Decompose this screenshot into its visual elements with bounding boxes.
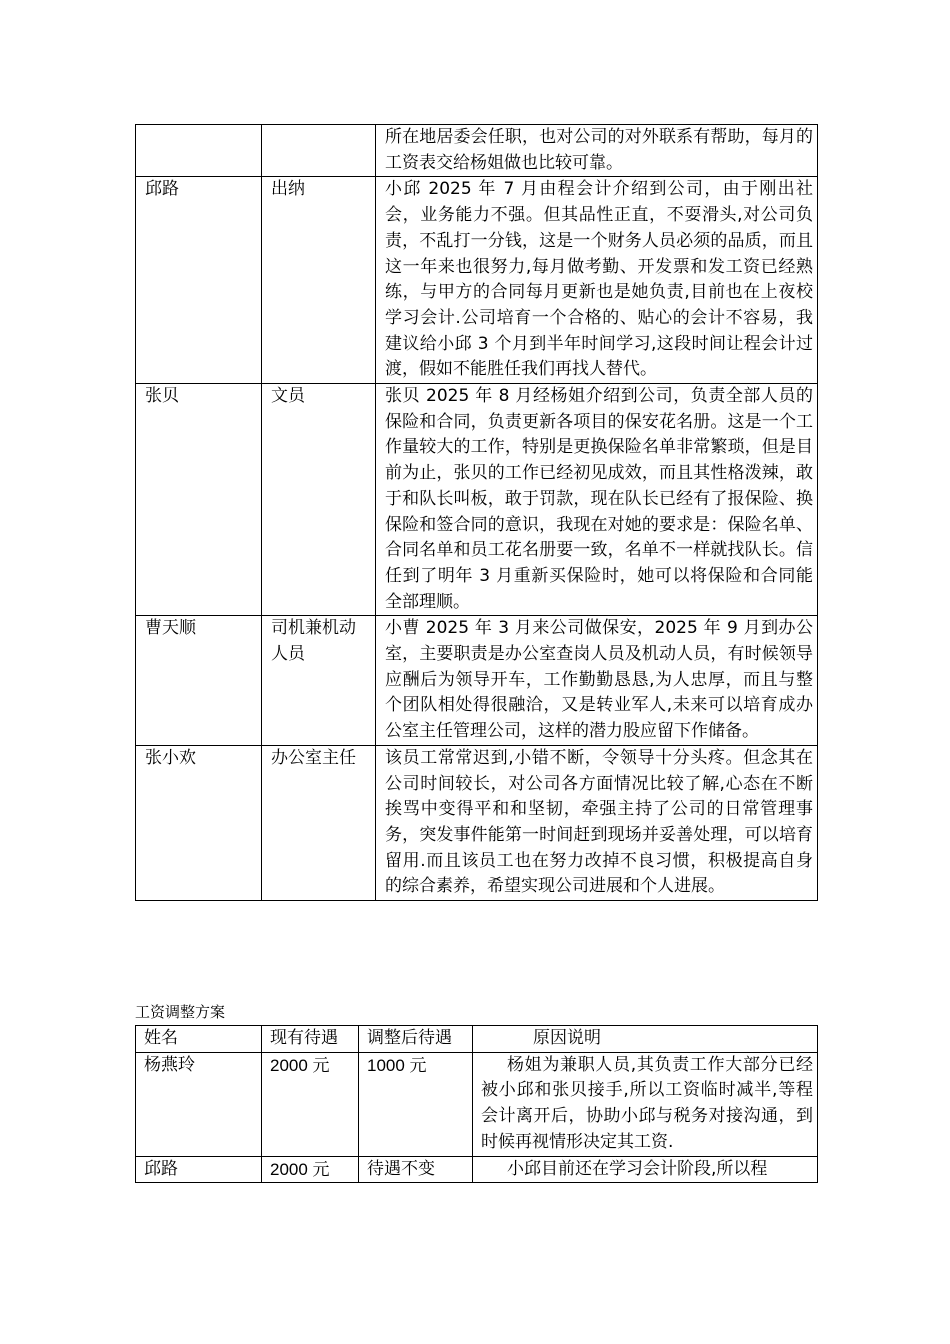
- table-row: [136, 1052, 818, 1156]
- adjusted-pay-cell: 1000 元: [359, 1052, 473, 1156]
- staff-name-cell: 邱路: [136, 177, 262, 384]
- staff-comment-cell: 所在地居委会任职，也对公司的对外联系有帮助，每月的工资表交给杨姐做也比较可靠。: [376, 125, 818, 177]
- salary-section-caption: 工资调整方案: [135, 1003, 226, 1021]
- staff-comment-cell: 小邱 2025 年 7 月由程会计介绍到公司，由于刚出社会，业务能力不强。但其品性正直，不耍滑头,对公司负责，不乱打一分钱，这是一个财务人员必须的品质，而且这一年来也很努力,每月做考勤、开发票和发工资已经熟练，与甲方的合同每月更新也是她负责,目前也在上夜校学习会计.公司培育一个合格的、贴心的会计不容易，我建议给小邱 3 个月到半年时间学习,这段时间让程会计过渡，假如不能胜任我们再找人替代。: [376, 177, 818, 384]
- header-current-pay: 现有待遇: [262, 1026, 359, 1053]
- staff-position-cell: 文员: [262, 384, 376, 616]
- staff-name-cell: 曹天顺: [136, 616, 262, 746]
- table-row: [136, 616, 818, 746]
- reason-cell: 杨姐为兼职人员,其负责工作大部分已经被小邱和张贝接手,所以工资临时减半,等程会计离开后，协助小邱与税务对接沟通，到时候再视情形决定其工资.: [473, 1052, 818, 1156]
- staff-name-cell: [136, 125, 262, 177]
- reason-cell: 小邱目前还在学习会计阶段,所以程: [473, 1156, 818, 1183]
- staff-name-cell: 张小欢: [136, 745, 262, 900]
- staff-comment-cell: 该员工常常迟到,小错不断，令领导十分头疼。但念其在公司时间较长，对公司各方面情况比较了解,心态在不断挨骂中变得平和和坚韧，牵强主持了公司的日常管理事务，突发事件能第一时间赶到现场并妥善处理，可以培育留用.而且该员工也在努力改掉不良习惯，积极提高自身的综合素养，希望实现公司进展和个人进展。: [376, 745, 818, 900]
- table-row: [136, 177, 818, 384]
- current-pay-cell: 2000 元: [262, 1052, 359, 1156]
- table-row: [136, 745, 818, 900]
- header-name: 姓名: [136, 1026, 262, 1053]
- staff-position-cell: 司机兼机动人员: [262, 616, 376, 746]
- table-header-row: [136, 1026, 818, 1053]
- salary-name-cell: 杨燕玲: [136, 1052, 262, 1156]
- staff-comment-cell: 张贝 2025 年 8 月经杨姐介绍到公司，负责全部人员的保险和合同，负责更新各项目的保安花名册。这是一个工作量较大的工作，特别是更换保险名单非常繁琐，但是目前为止，张贝的工作已经初见成效，而且其性格泼辣，敢于和队长叫板，敢于罚款，现在队长已经有了报保险、换保险和签合同的意识，我现在对她的要求是：保险名单、合同名单和员工花名册要一致，名单不一样就找队长。信任到了明年 3 月重新买保险时，她可以将保险和合同能全部理顺。: [376, 384, 818, 616]
- salary-adjustment-table: [135, 1025, 818, 1183]
- table-row: [136, 125, 818, 177]
- staff-position-cell: 出纳: [262, 177, 376, 384]
- salary-name-cell: 邱路: [136, 1156, 262, 1183]
- table-row: [136, 1156, 818, 1183]
- staff-name-cell: 张贝: [136, 384, 262, 616]
- adjusted-pay-cell: 待遇不变: [359, 1156, 473, 1183]
- staff-position-cell: [262, 125, 376, 177]
- staff-comment-cell: 小曹 2025 年 3 月来公司做保安，2025 年 9 月到办公室，主要职责是办公室查岗人员及机动人员，有时候领导应酬后为领导开车，工作勤勤恳恳,为人忠厚，而且与整个团队相处得很融洽，又是转业军人,未来可以培育成办公室主任管理公司，这样的潜力股应留下作储备。: [376, 616, 818, 746]
- current-pay-cell: 2000 元: [262, 1156, 359, 1183]
- staff-evaluation-table: [135, 124, 818, 901]
- header-reason: 原因说明: [473, 1026, 818, 1053]
- header-adjusted-pay: 调整后待遇: [359, 1026, 473, 1053]
- table-row: [136, 384, 818, 616]
- staff-position-cell: 办公室主任: [262, 745, 376, 900]
